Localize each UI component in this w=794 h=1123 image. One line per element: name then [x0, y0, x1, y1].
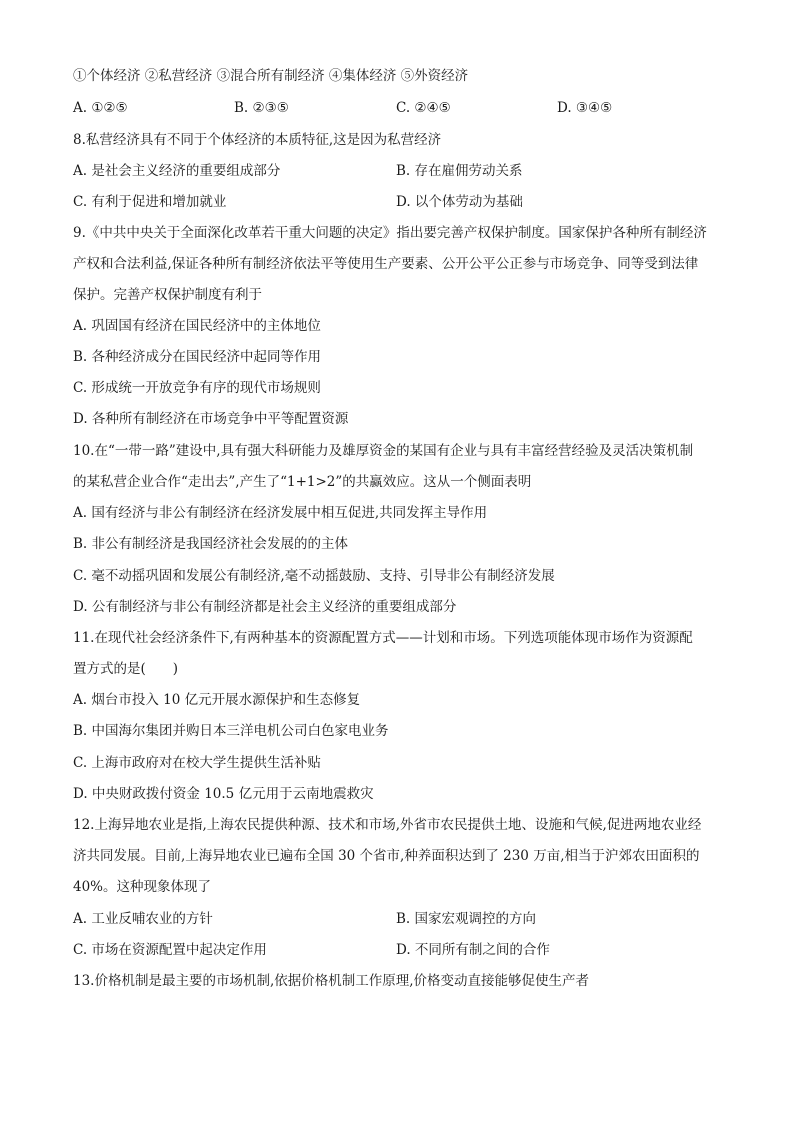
q10-stem-line-1: 10.在“一带一路”建设中,具有强大科研能力及雄厚资金的某国有企业与具有丰富经营经验及灵活决策机制 — [73, 443, 694, 459]
q11-option-d: D. 中央财政拨付资金 10.5 亿元用于云南地震救灾 — [73, 786, 374, 802]
q11-stem-line-1: 11.在现代社会经济条件下,有两种基本的资源配置方式——计划和市场。下列选项能体现市场作为资源配 — [73, 630, 693, 646]
q8-option-a: A. 是社会主义经济的重要组成部分 — [73, 163, 281, 179]
q9-option-b: B. 各种经济成分在国民经济中起同等作用 — [73, 349, 322, 365]
q9-stem-line-1: 9.《中共中央关于全面深化改革若干重大问题的决定》指出要完善产权保护制度。国家保护各种所有制经济 — [73, 225, 707, 241]
q12-option-d: D. 不同所有制之间的合作 — [396, 942, 550, 958]
q11-stem-line-2: 置方式的是( ) — [73, 661, 179, 677]
q9-option-c: C. 形成统一开放竞争有序的现代市场规则 — [73, 380, 321, 396]
q7-option-d: D. ③④⑤ — [557, 100, 613, 116]
q12-stem-line-2: 济共同发展。目前,上海异地农业已遍布全国 30 个省市,种养面积达到了 230 万亩,相当于沪郊农田面积的 — [73, 848, 700, 864]
q12-option-b: B. 国家宏观调控的方向 — [396, 911, 537, 927]
q7-option-c: C. ②④⑤ — [396, 100, 451, 116]
q7-option-b: B. ②③⑤ — [234, 100, 289, 116]
q10-stem-line-2: 的某私营企业合作“走出去”,产生了“1+1>2”的共赢效应。这从一个侧面表明 — [73, 474, 532, 490]
q8-stem: 8.私营经济具有不同于个体经济的本质特征,这是因为私营经济 — [73, 132, 442, 148]
q13-stem: 13.价格机制是最主要的市场机制,依据价格机制工作原理,价格变动直接能够促使生产者 — [73, 973, 590, 989]
q12-stem-line-1: 12.上海异地农业是指,上海农民提供种源、技术和市场,外省市农民提供土地、设施和气候,促进两地农业经 — [73, 817, 702, 833]
q11-option-b: B. 中国海尔集团并购日本三洋电机公司白色家电业务 — [73, 723, 389, 739]
q8-option-b: B. 存在雇佣劳动关系 — [396, 163, 523, 179]
q12-option-c: C. 市场在资源配置中起决定作用 — [73, 942, 267, 958]
q9-option-d: D. 各种所有制经济在市场竞争中平等配置资源 — [73, 411, 349, 427]
q9-option-a: A. 巩固国有经济在国民经济中的主体地位 — [73, 318, 321, 334]
q11-option-c: C. 上海市政府对在校大学生提供生活补贴 — [73, 755, 321, 771]
q9-stem-line-2: 产权和合法利益,保证各种所有制经济依法平等使用生产要素、公开公平公正参与市场竞争、同等受到法律 — [73, 256, 699, 272]
q7-option-a: A. ①②⑤ — [73, 100, 128, 116]
q10-option-a: A. 国有经济与非公有制经济在经济发展中相互促进,共同发挥主导作用 — [73, 505, 488, 521]
q11-option-a: A. 烟台市投入 10 亿元开展水源保护和生态修复 — [73, 692, 361, 708]
q10-option-b: B. 非公有制经济是我国经济社会发展的的主体 — [73, 536, 349, 552]
q12-option-a: A. 工业反哺农业的方针 — [73, 911, 213, 927]
q8-option-c: C. 有利于促进和增加就业 — [73, 194, 227, 210]
q10-option-c: C. 毫不动摇巩固和发展公有制经济,毫不动摇鼓励、支持、引导非公有制经济发展 — [73, 568, 555, 584]
q10-option-d: D. 公有制经济与非公有制经济都是社会主义经济的重要组成部分 — [73, 599, 457, 615]
q7-items: ①个体经济 ②私营经济 ③混合所有制经济 ④集体经济 ⑤外资经济 — [73, 68, 469, 84]
q8-option-d: D. 以个体劳动为基础 — [396, 194, 523, 210]
q9-stem-line-3: 保护。完善产权保护制度有利于 — [73, 287, 262, 303]
q12-stem-line-3: 40%。这种现象体现了 — [73, 879, 212, 895]
